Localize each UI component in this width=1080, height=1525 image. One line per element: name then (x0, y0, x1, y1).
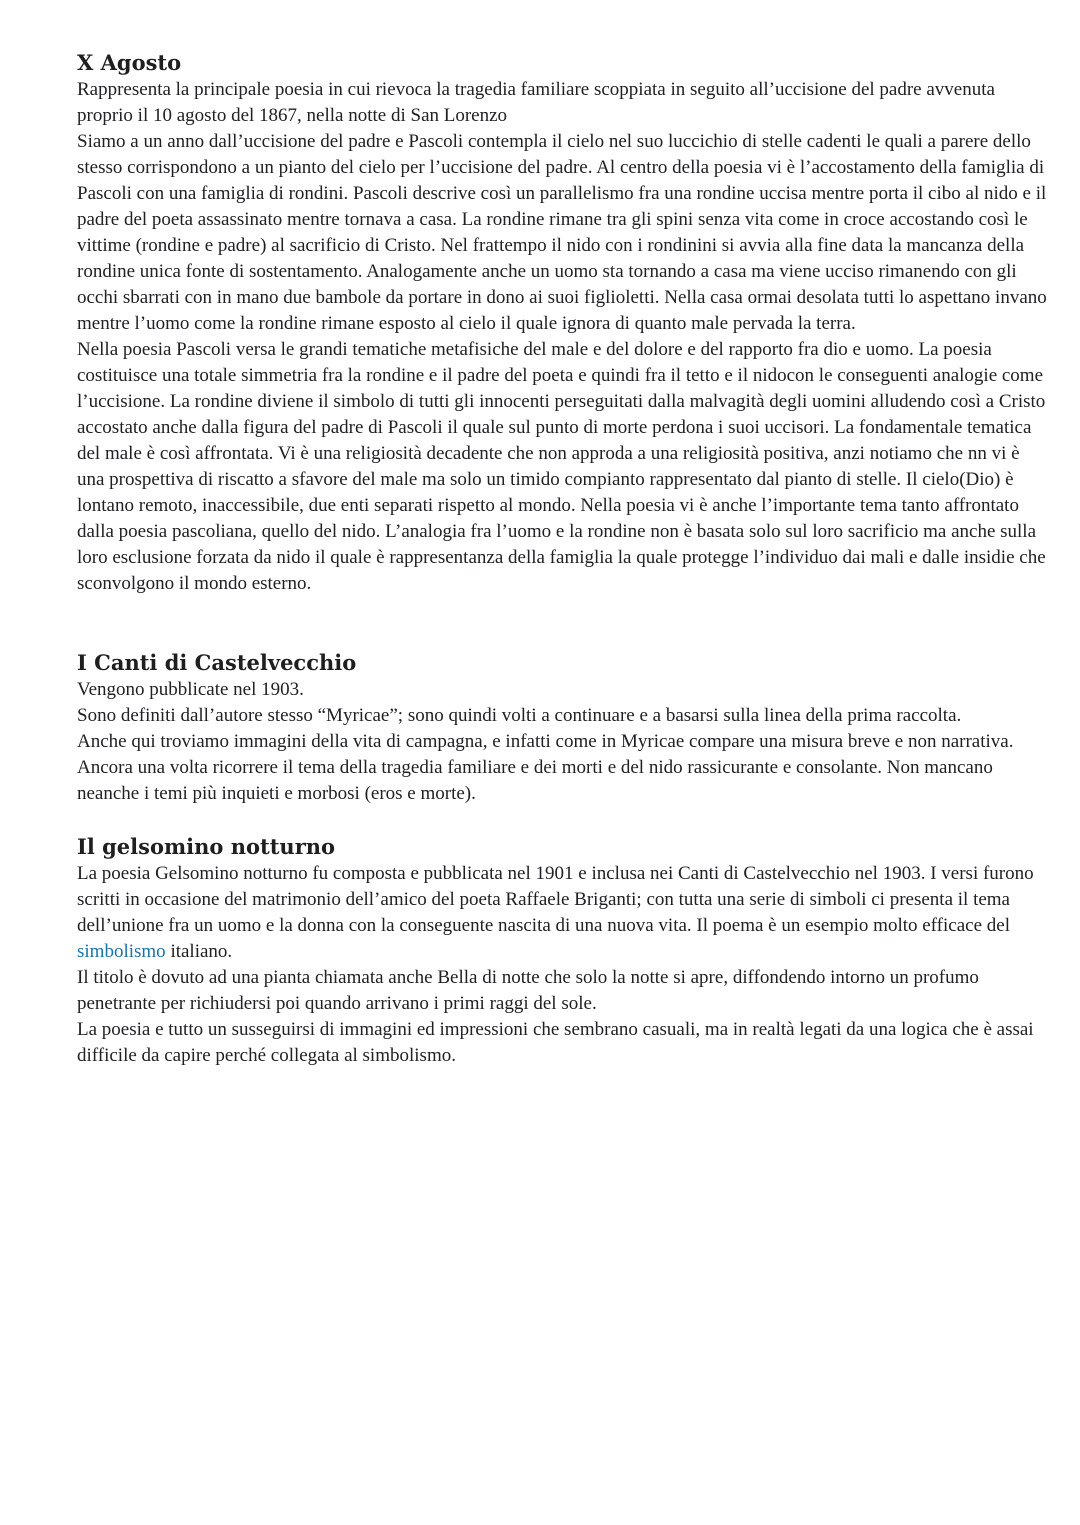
paragraph (77, 861, 1047, 965)
paragraph: Siamo a un anno dall’uccisione del padre e Pascoli contempla il cielo nel suo luccichio di stelle cadenti le quali a parere dello stesso corrispondono a un pianto del cielo per l’uccisione del padre. Al centro della poesia vi è l’accostamento della famiglia di Pascoli con una famiglia di rondini. Pascoli descrive così un parallelismo fra una rondine uccisa mentre porta il cibo al nido e il padre del poeta assassinato mentre tornava a casa. La rondine rimane tra gli spini senza vita come in croce accostando così le vittime (rondine e padre) al sacrificio di Cristo. Nel frattempo il nido con i rondinini si avvia alla fine data la mancanza della rondine unica fonte di sostentamento. Analogamente anche un uomo sta tornando a casa ma viene ucciso rimanendo con gli occhi sbarrati con in mano due bambole da portare in dono ai suoi figlioletti. Nella casa ormai desolata tutti lo aspettano invano mentre l’uomo come la rondine rimane esposto al cielo il quale ignora di quanto male pervada la terra. (77, 131, 1047, 334)
paragraph: Nella poesia Pascoli versa le grandi tematiche metafisiche del male e del dolore e del rapporto fra dio e uomo. La poesia costituisce una totale simmetria fra la rondine e il padre del poeta e quindi fra il tetto e il nidocon le conseguenti analogie come l’uccisione. La rondine diviene il simbolo di tutti gli innocenti perseguitati dalla malvagità degli uomini alludendo così a Cristo accostato anche dalla figura del padre di Pascoli il quale sul punto di morte perdona i suoi uccisori. La fondamentale tematica del male è così affrontata. Vi è una religiosità decadente che non approda a una religiosità positiva, anzi notiamo che nn vi è una prospettiva di riscatto a sfavore del male ma solo un timido compianto rappresentato dal pianto di stelle. Il cielo(Dio) è lontano remoto, inaccessibile, due enti separati rispetto al mondo. Nella poesia vi è anche l’importante tema tanto affrontato dalla poesia pascoliana, quello del nido. L’analogia fra l’uomo e la rondine non è basata solo sul loro sacrificio ma anche sulla loro esclusione forzata da nido il quale è rappresentanza della famiglia la quale protegge l’individuo dai mali e dalle insidie che sconvolgono il mondo esterno. (77, 339, 1046, 594)
section-title: Il gelsomino notturno (77, 834, 336, 859)
paragraph-text: italiano. (165, 941, 233, 962)
paragraph: Anche qui troviamo immagini della vita di campagna, e infatti come in Myricae compare una misura breve e non narrativa. Ancora una volta ricorrere il tema della tragedia familiare e dei morti e del nido rassicurante e consolante. Non mancano neanche i temi più inquieti e morbosi (eros e morte). (77, 731, 1014, 804)
section-spacer (77, 807, 1047, 833)
section-spacer (77, 597, 1047, 649)
section-title: I Canti di Castelvecchio (77, 650, 357, 675)
paragraph: Vengono pubblicate nel 1903. (77, 679, 304, 700)
paragraph-text: La poesia Gelsomino notturno fu composta e pubblicata nel 1901 e inclusa nei Canti di Castelvecchio nel 1903. I versi furono scritti in occasione del matrimonio dell’amico del poeta Raffaele Briganti; con tutta una serie di simboli ci presenta il tema dell’unione fra un uomo e la donna con la conseguente nascita di una nuova vita. Il poema è un esempio molto efficace del (77, 863, 1034, 936)
section-gelsomino-notturno (77, 833, 1047, 1069)
paragraph: Il titolo è dovuto ad una pianta chiamata anche Bella di notte che solo la notte si apre, diffondendo intorno un profumo penetrante per richiudersi poi quando arrivano i primi raggi del sole. (77, 967, 979, 1014)
paragraph: Rappresenta la principale poesia in cui rievoca la tragedia familiare scoppiata in seguito all’uccisione del padre avvenuta proprio il 10 agosto del 1867, nella notte di San Lorenzo (77, 79, 995, 126)
section-title: X Agosto (77, 50, 182, 75)
paragraph: La poesia e tutto un susseguirsi di immagini ed impressioni che sembrano casuali, ma in realtà legati da una logica che è assai difficile da capire perché collegata al simbolismo. (77, 1019, 1034, 1066)
paragraph: Sono definiti dall’autore stesso “Myricae”; sono quindi volti a continuare e a basarsi sulla linea della prima raccolta. (77, 705, 962, 726)
section-x-agosto (77, 49, 1047, 597)
simbolismo-link[interactable]: simbolismo (77, 941, 166, 962)
section-canti-di-castelvecchio (77, 649, 1047, 807)
document-page (77, 49, 1047, 1069)
